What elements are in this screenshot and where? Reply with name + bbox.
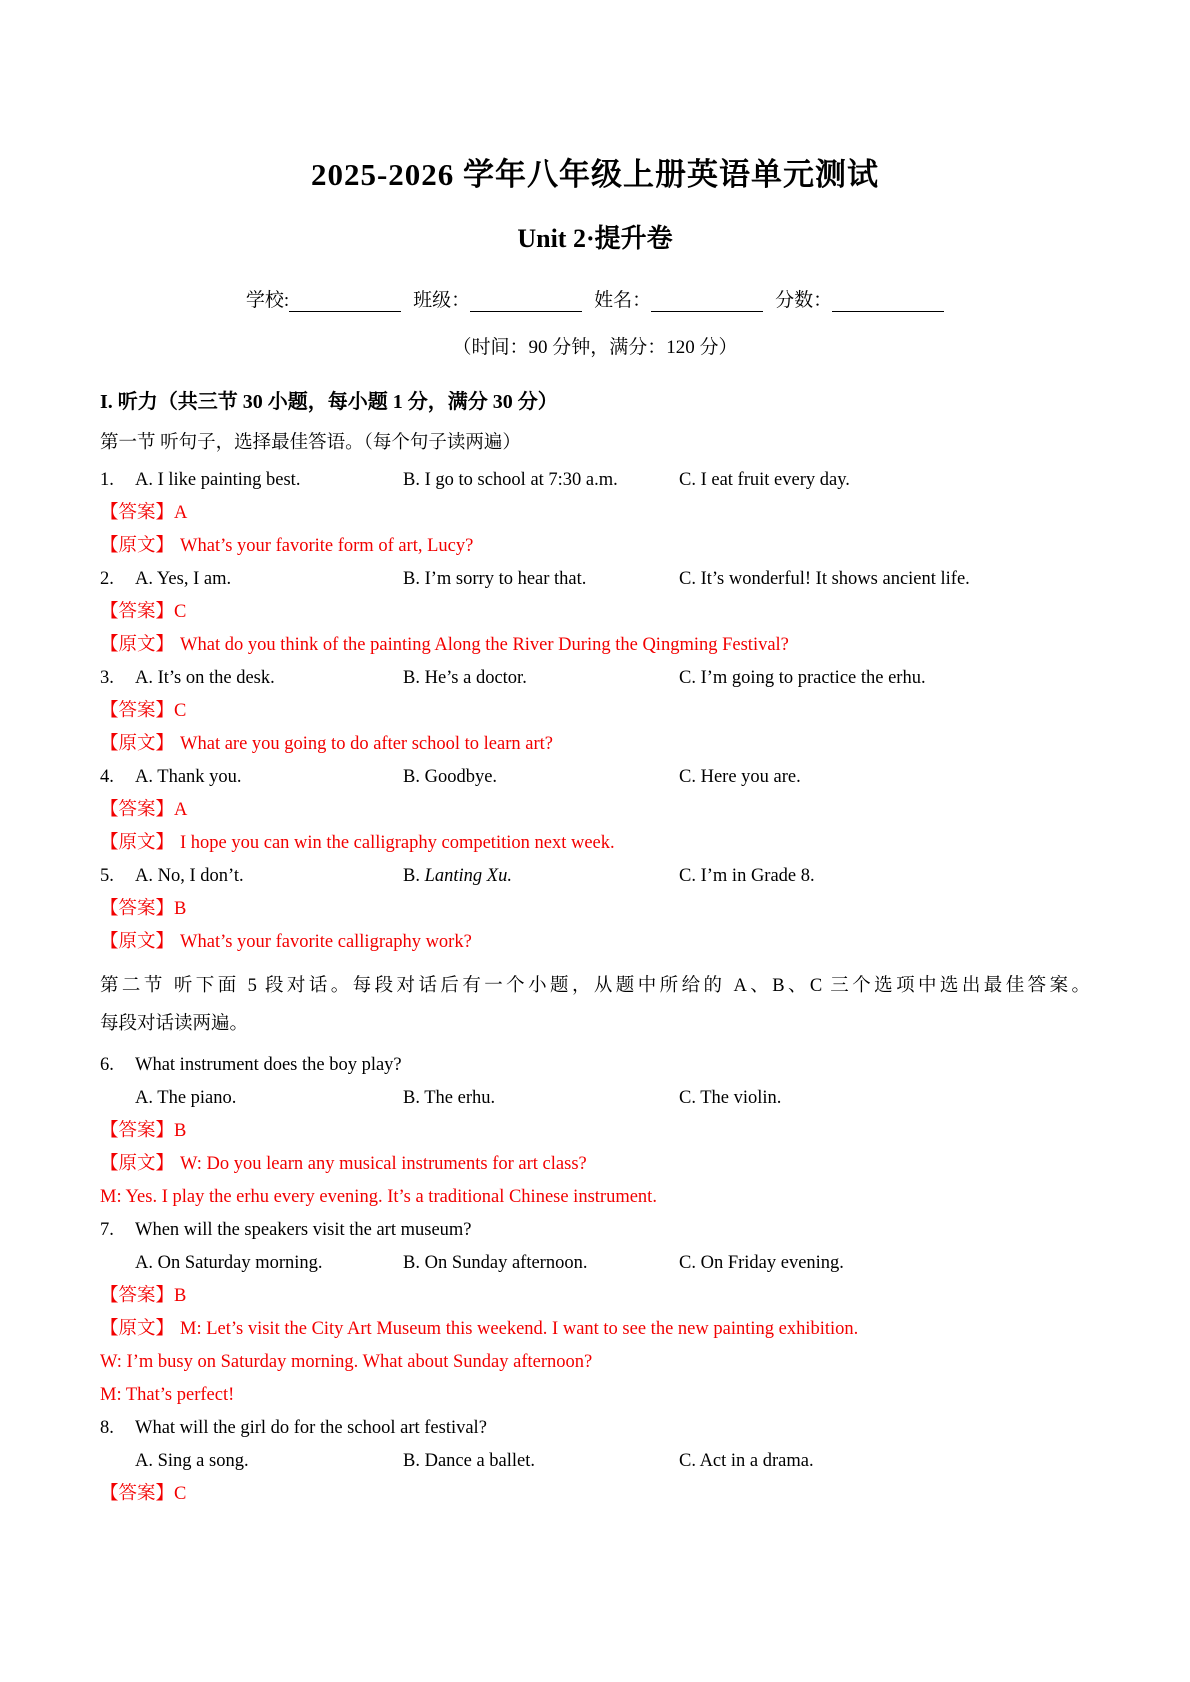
question-stem-row bbox=[100, 1214, 1090, 1247]
part2-heading-line1: 第二节 听下面 5 段对话。每段对话后有一个小题，从题中所给的 A、B、C 三个选项中选出最佳答案。 bbox=[100, 975, 1090, 996]
option-a: A. It’s on the desk. bbox=[135, 667, 275, 688]
answer-value: B bbox=[174, 1120, 187, 1141]
question-options-row bbox=[100, 1082, 1090, 1115]
option-a: A. The piano. bbox=[135, 1087, 237, 1108]
option-c: C. I’m going to practice the erhu. bbox=[679, 667, 926, 688]
transcript-text: M: That’s perfect! bbox=[100, 1384, 235, 1405]
option-b-italic-text: Lanting Xu. bbox=[424, 865, 512, 886]
answer-label: 【答案】 bbox=[100, 502, 175, 523]
question-options-row bbox=[100, 1247, 1090, 1280]
transcript-label: 【原文】 bbox=[100, 931, 175, 952]
option-a: A. I like painting best. bbox=[135, 469, 301, 490]
transcript-text: What’s your favorite form of art, Lucy? bbox=[180, 535, 474, 556]
option-b: B. Dance a ballet. bbox=[403, 1450, 536, 1471]
student-info-row bbox=[100, 285, 1090, 312]
question-options-row bbox=[100, 563, 1090, 596]
question-number: 7. bbox=[100, 1219, 114, 1240]
answer-label: 【答案】 bbox=[100, 1483, 175, 1504]
question-number: 6. bbox=[100, 1054, 114, 1075]
time-note: （时间：90 分钟，满分：120 分） bbox=[452, 336, 738, 358]
transcript-text: M: Let’s visit the City Art Museum this weekend. I want to see the new painting exhibition. bbox=[180, 1318, 859, 1339]
field-label: 姓名： bbox=[594, 289, 652, 311]
question-options-row bbox=[100, 860, 1090, 893]
student-info-field bbox=[775, 285, 944, 312]
answer-row bbox=[100, 695, 1090, 728]
transcript-label: 【原文】 bbox=[100, 832, 175, 853]
answer-value: C bbox=[174, 700, 187, 721]
student-info-field bbox=[413, 285, 594, 312]
question-stem-row bbox=[100, 1412, 1090, 1445]
question-number: 2. bbox=[100, 568, 114, 589]
option-b: B. I go to school at 7:30 a.m. bbox=[403, 469, 618, 490]
option-a: A. Thank you. bbox=[135, 766, 242, 787]
transcript-row bbox=[100, 1181, 1090, 1214]
transcript-text: What do you think of the painting Along the River During the Qingming Festival? bbox=[180, 634, 789, 655]
part2-questions bbox=[100, 1049, 1090, 1511]
question-number: 3. bbox=[100, 667, 114, 688]
transcript-row bbox=[100, 728, 1090, 761]
option-b-prefix: B. bbox=[403, 865, 425, 886]
transcript-row bbox=[100, 629, 1090, 662]
question-stem: When will the speakers visit the art museum? bbox=[135, 1219, 472, 1240]
answer-value: B bbox=[174, 898, 187, 919]
option-c: C. On Friday evening. bbox=[679, 1252, 844, 1273]
transcript-label: 【原文】 bbox=[100, 535, 175, 556]
exam-page bbox=[100, 0, 1090, 1511]
answer-row bbox=[100, 893, 1090, 926]
answer-label: 【答案】 bbox=[100, 601, 175, 622]
part1-questions bbox=[100, 464, 1090, 959]
answer-value: C bbox=[174, 1483, 187, 1504]
section1-heading: I. 听力（共三节 30 小题，每小题 1 分，满分 30 分） bbox=[100, 390, 558, 413]
field-label: 班级： bbox=[413, 289, 471, 311]
option-b: B. On Sunday afternoon. bbox=[403, 1252, 588, 1273]
page-subtitle: Unit 2·提升卷 bbox=[517, 223, 673, 253]
transcript-text: W: I’m busy on Saturday morning. What about Sunday afternoon? bbox=[100, 1351, 593, 1372]
question-number: 8. bbox=[100, 1417, 114, 1438]
option-b: B. The erhu. bbox=[403, 1087, 496, 1108]
part1-heading: 第一节 听句子，选择最佳答语。（每个句子读两遍） bbox=[100, 432, 521, 453]
option-c: C. Act in a drama. bbox=[679, 1450, 814, 1471]
page-title: 2025-2026 学年八年级上册英语单元测试 bbox=[310, 156, 880, 192]
transcript-text: W: Do you learn any musical instruments for art class? bbox=[180, 1153, 587, 1174]
transcript-row bbox=[100, 1379, 1090, 1412]
field-label: 学校: bbox=[245, 289, 290, 311]
question-number: 1. bbox=[100, 469, 114, 490]
option-c: C. Here you are. bbox=[679, 766, 801, 787]
transcript-row bbox=[100, 827, 1090, 860]
transcript-label: 【原文】 bbox=[100, 634, 175, 655]
answer-row bbox=[100, 596, 1090, 629]
transcript-text: I hope you can win the calligraphy competition next week. bbox=[180, 832, 615, 853]
answer-row bbox=[100, 1280, 1090, 1313]
student-info-field bbox=[594, 285, 775, 312]
answer-row bbox=[100, 1478, 1090, 1511]
blank-line bbox=[651, 289, 763, 312]
transcript-row bbox=[100, 1346, 1090, 1379]
answer-label: 【答案】 bbox=[100, 799, 175, 820]
question-options-row bbox=[100, 464, 1090, 497]
answer-row bbox=[100, 497, 1090, 530]
question-stem-row bbox=[100, 1049, 1090, 1082]
answer-row bbox=[100, 1115, 1090, 1148]
option-a: A. No, I don’t. bbox=[135, 865, 244, 886]
question-options-row bbox=[100, 662, 1090, 695]
question-options-row bbox=[100, 761, 1090, 794]
answer-value: C bbox=[174, 601, 187, 622]
option-c: C. I eat fruit every day. bbox=[679, 469, 850, 490]
option-b: B. He’s a doctor. bbox=[403, 667, 527, 688]
transcript-row bbox=[100, 530, 1090, 563]
transcript-row bbox=[100, 1313, 1090, 1346]
field-label: 分数： bbox=[775, 289, 833, 311]
blank-line bbox=[832, 289, 944, 312]
option-b: B. I’m sorry to hear that. bbox=[403, 568, 587, 589]
option-c: C. The violin. bbox=[679, 1087, 782, 1108]
answer-label: 【答案】 bbox=[100, 898, 175, 919]
answer-value: A bbox=[174, 502, 188, 523]
student-info-field bbox=[246, 285, 413, 312]
transcript-text: What’s your favorite calligraphy work? bbox=[180, 931, 472, 952]
option-a: A. Sing a song. bbox=[135, 1450, 249, 1471]
answer-value: A bbox=[174, 799, 188, 820]
question-stem: What instrument does the boy play? bbox=[135, 1054, 402, 1075]
answer-label: 【答案】 bbox=[100, 1120, 175, 1141]
option-a: A. Yes, I am. bbox=[135, 568, 232, 589]
transcript-label: 【原文】 bbox=[100, 1153, 175, 1174]
question-number: 5. bbox=[100, 865, 114, 886]
answer-value: B bbox=[174, 1285, 187, 1306]
part2-heading-line2: 每段对话读两遍。 bbox=[100, 1013, 249, 1034]
option-c: C. It’s wonderful! It shows ancient life. bbox=[679, 568, 970, 589]
answer-label: 【答案】 bbox=[100, 1285, 175, 1306]
option-b: B. Goodbye. bbox=[403, 766, 498, 787]
question-options-row bbox=[100, 1445, 1090, 1478]
answer-label: 【答案】 bbox=[100, 700, 175, 721]
transcript-label: 【原文】 bbox=[100, 733, 175, 754]
transcript-label: 【原文】 bbox=[100, 1318, 175, 1339]
transcript-row bbox=[100, 1148, 1090, 1181]
blank-line bbox=[289, 289, 401, 312]
answer-row bbox=[100, 794, 1090, 827]
question-stem: What will the girl do for the school art festival? bbox=[135, 1417, 487, 1438]
option-b bbox=[403, 860, 679, 893]
transcript-text: M: Yes. I play the erhu every evening. It’s a traditional Chinese instrument. bbox=[100, 1186, 657, 1207]
transcript-text: What are you going to do after school to learn art? bbox=[180, 733, 553, 754]
blank-line bbox=[470, 289, 582, 312]
option-a: A. On Saturday morning. bbox=[135, 1252, 323, 1273]
option-c: C. I’m in Grade 8. bbox=[679, 865, 815, 886]
transcript-row bbox=[100, 926, 1090, 959]
question-number: 4. bbox=[100, 766, 114, 787]
